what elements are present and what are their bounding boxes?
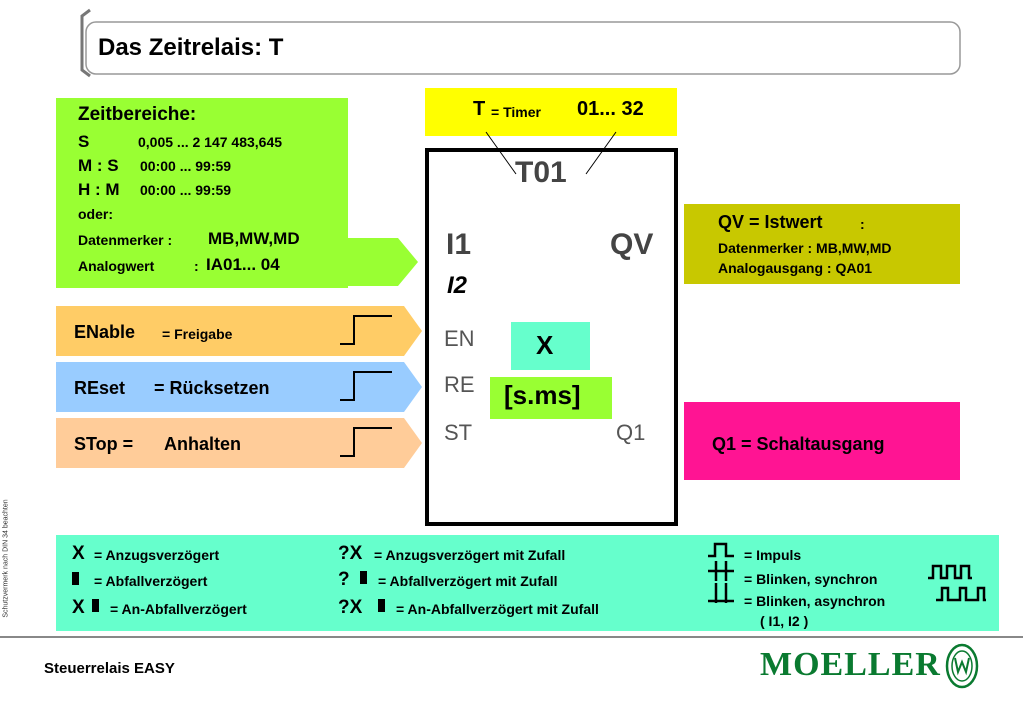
legend-col2-3: = An-Abfallverzögert mit Zufall	[396, 601, 599, 617]
legend-col1-3: = An-Abfallverzögert	[110, 601, 247, 617]
block-icon	[92, 599, 99, 612]
legend-col3-3: = Blinken, asynchron	[744, 593, 886, 609]
block-icon	[378, 599, 385, 612]
timer-eq: = Timer	[491, 104, 541, 120]
block-icon	[360, 571, 367, 584]
footer-divider	[0, 636, 1023, 638]
qv-heading: QV = Istwert	[718, 212, 823, 232]
green-arrow	[348, 238, 420, 286]
blink-async-icon	[708, 583, 734, 605]
stop-label: STop =	[74, 434, 134, 454]
block-icon	[72, 572, 79, 585]
qv-line1: Datenmerker : MB,MW,MD	[718, 240, 892, 256]
timer-label-box	[425, 88, 677, 136]
pin-i2: I2	[447, 272, 468, 299]
blink-async-wave-icon	[936, 585, 986, 603]
reset-label: REset	[74, 378, 126, 398]
moeller-emblem-icon	[944, 642, 980, 690]
datenmerker-label: Datenmerker :	[78, 232, 173, 248]
timer-range: 01... 32	[577, 98, 644, 120]
q1-box	[684, 402, 960, 480]
enable-desc: = Freigabe	[162, 326, 233, 342]
legend-qx-3: ?X	[338, 597, 363, 618]
range-value-ms: 00:00 ... 99:59	[140, 158, 232, 174]
pin-i1: I1	[446, 228, 472, 261]
legend-col2-2: = Abfallverzögert mit Zufall	[378, 573, 558, 589]
pin-q1: Q1	[616, 420, 646, 445]
pin-qv: QV	[610, 228, 654, 261]
blink-sync-wave-icon	[928, 563, 972, 581]
legend-col2-1: = Anzugsverzögert mit Zufall	[374, 547, 566, 563]
zeitbereiche-heading: Zeitbereiche:	[78, 104, 197, 125]
pin-st: ST	[444, 420, 473, 445]
legend-x-3: X	[72, 597, 85, 618]
legend-box	[56, 535, 999, 631]
analogwert-value: IA01... 04	[206, 255, 280, 274]
range-value-s: 0,005 ... 2 147 483,645	[138, 134, 283, 150]
legend-x-1: X	[72, 543, 85, 564]
legend-col3-1: = Impuls	[744, 547, 802, 563]
enable-label: ENable	[74, 322, 136, 342]
qv-colon: :	[860, 216, 865, 232]
time-unit-label: [s.ms]	[504, 380, 581, 410]
pin-en: EN	[444, 326, 475, 351]
legend-qx-1: ?X	[338, 543, 363, 564]
datenmerker-value: MB,MW,MD	[208, 229, 300, 248]
timer-t: T	[473, 98, 486, 120]
qv-box	[684, 204, 960, 284]
mode-x-label: X	[536, 330, 554, 360]
pin-re: RE	[444, 372, 475, 397]
range-unit-hm: H : M	[78, 180, 120, 199]
moeller-logo: MOELLER	[760, 646, 941, 683]
block-name: T01	[515, 156, 567, 189]
oder-label: oder:	[78, 206, 113, 222]
analogwert-label: Analogwert	[78, 258, 155, 274]
impulse-icon	[708, 541, 734, 559]
analogwert-colon: :	[194, 258, 199, 274]
side-note: Schutzvermerk nach DIN 34 beachten	[2, 499, 10, 618]
range-unit-ms: M : S	[78, 156, 119, 175]
blink-sync-icon	[708, 561, 734, 583]
legend-col1-2: = Abfallverzögert	[94, 573, 208, 589]
range-unit-s: S	[78, 132, 90, 151]
legend-col3-4: ( I1, I2 )	[760, 613, 809, 629]
legend-col1-1: = Anzugsverzögert	[94, 547, 220, 563]
reset-desc: = Rücksetzen	[154, 378, 270, 398]
q1-text: Q1 = Schaltausgang	[712, 434, 885, 454]
stop-desc: Anhalten	[164, 434, 242, 454]
zeitbereiche-box	[56, 98, 348, 288]
qv-line2: Analogausgang : QA01	[718, 260, 873, 276]
range-value-hm: 00:00 ... 99:59	[140, 182, 232, 198]
legend-q-2: ?	[338, 569, 350, 590]
page-title: Das Zeitrelais: T	[98, 34, 284, 61]
legend-col3-2: = Blinken, synchron	[744, 571, 878, 587]
footer-title: Steuerrelais EASY	[44, 660, 175, 677]
